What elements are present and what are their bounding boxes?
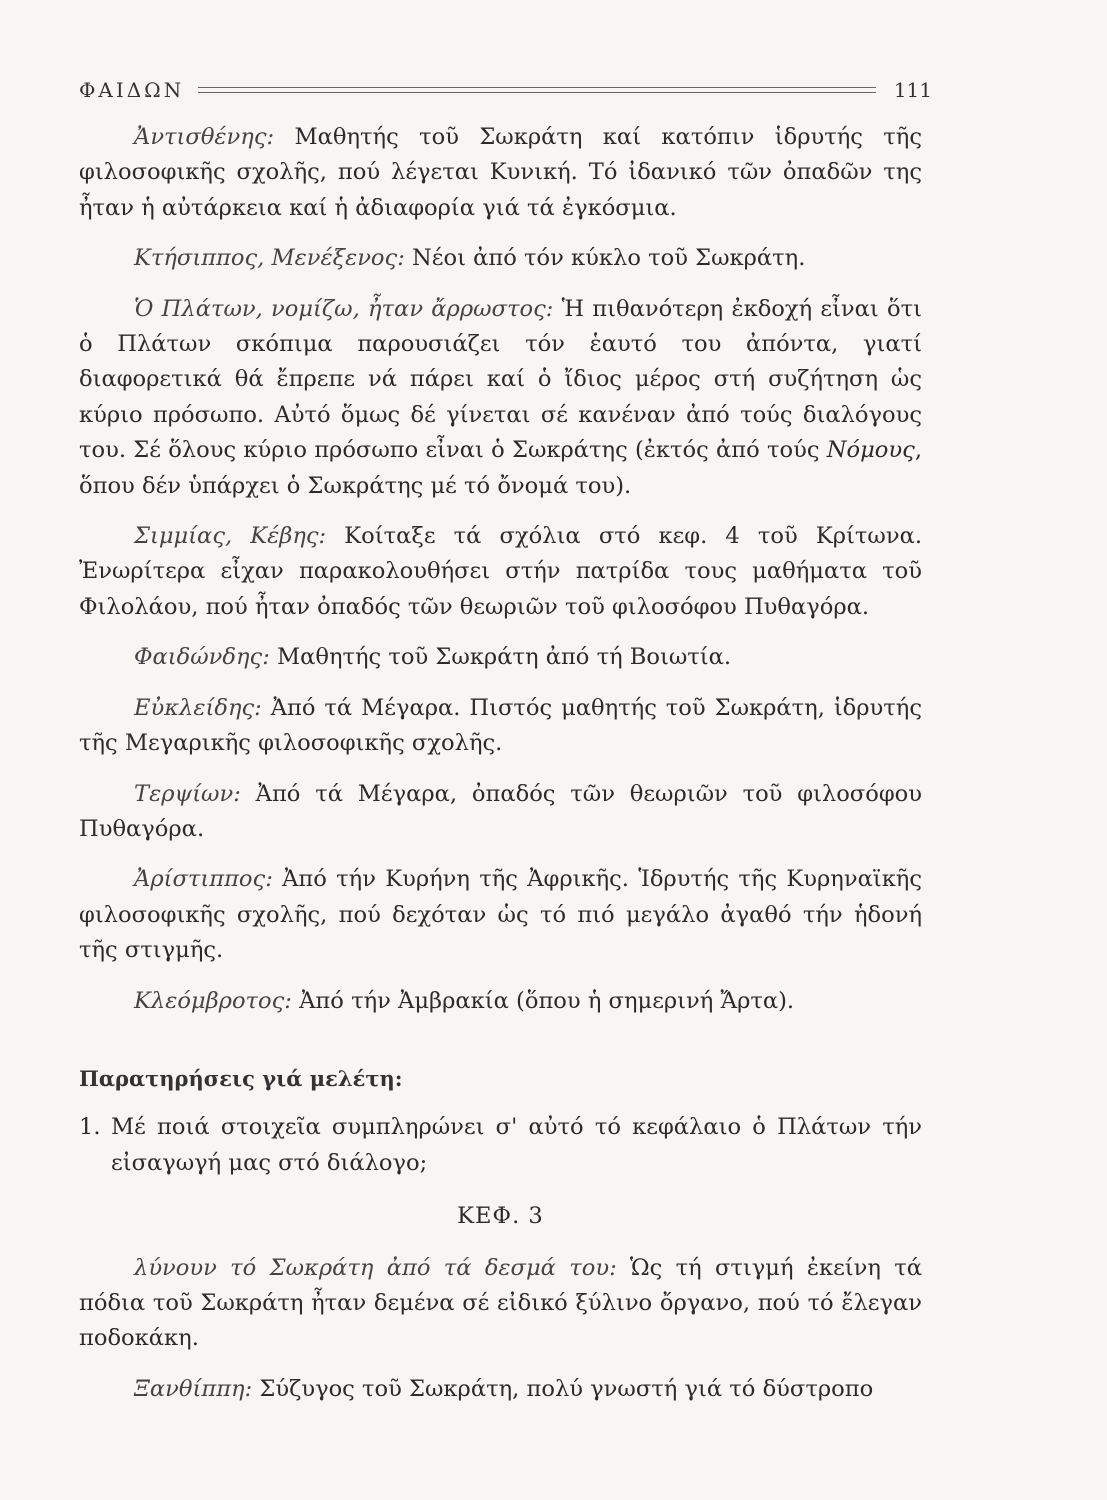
entry-text: Σύζυγος τοῦ Σωκράτη, πολύ γνωστή γιά τό δύστροπο <box>252 1375 874 1402</box>
page-body <box>79 120 922 1422</box>
glossary-entry-aristippos <box>79 862 922 968</box>
glossary-entry-eukleides <box>79 691 922 762</box>
chapter-heading: ΚΕΦ. 3 <box>457 1203 544 1230</box>
entry-reference: Νόμους <box>826 437 915 464</box>
entry-text: Μαθητής τοῦ Σωκράτη καί κατόπιν ἱδρυτής τῆς φιλοσοφικῆς σχολῆς, πού λέγεται Κυνική. Τό ἰδανικό τῶν ὀπαδῶν της ἦταν ἡ αὐτάρκεια καί ἡ ἀδιαφορία γιά τά ἐγκόσμια. <box>79 124 922 221</box>
page-number: 111 <box>893 78 932 102</box>
entry-text: Ὡς τή στιγμή ἐκείνη τά πόδια τοῦ Σωκράτη ἦταν δεμένα σέ εἰδικό ξύλινο ὄργανο, πού τό ἔλεγαν ποδοκάκη. <box>79 1254 922 1352</box>
entry-term: Ὁ Πλάτων, νομίζω, ἦταν ἄρρωστος: <box>134 295 554 322</box>
entry-text: Νέοι ἀπό τόν κύκλο τοῦ Σωκράτη. <box>404 245 806 272</box>
entry-term: Σιμμίας, Κέβης: <box>134 523 327 550</box>
entry-term: Ἀρίστιππος: <box>134 866 273 893</box>
glossary-entry-ktesippos <box>79 241 922 276</box>
entry-text: Ἀπό τά Μέγαρα, ὀπαδός τῶν θεωριῶν τοῦ φιλοσόφου Πυθαγόρα. <box>79 780 922 842</box>
glossary-entry-platon <box>79 292 922 504</box>
glossary-entry-simmias <box>79 519 922 625</box>
question-text: Μέ ποιά στοιχεῖα συμπληρώνει σ' αὐτό τό κεφάλαιο ὁ Πλάτων τήν εἰσαγωγή μας στό διάλογο; <box>111 1114 922 1176</box>
entry-text: Ἀπό τήν Κυρήνη τῆς Ἀφρικῆς. Ἱδρυτής τῆς Κυρηναϊκῆς φιλοσοφικῆς σχολῆς, πού δεχόταν ὡς τό πιό μεγάλο ἀγαθό τήν ἡδονή τῆς στιγμῆς. <box>79 866 922 964</box>
entry-term: Ἀντισθένης: <box>134 124 275 150</box>
entry-term: Τερψίων: <box>134 780 241 807</box>
question-number: 1. <box>79 1114 101 1141</box>
entry-term: Κλεόμβροτος: <box>134 987 292 1014</box>
glossary-entry-lynoun <box>79 1251 922 1357</box>
study-notes-heading: Παρατηρήσεις γιά μελέτη: <box>79 1065 403 1091</box>
running-title: ΦΑΙΔΩΝ <box>79 78 185 102</box>
entry-term: Εὐκλείδης: <box>134 694 262 721</box>
entry-text-after: , ὅπου δέν ὑπάρχει ὁ Σωκράτης μέ τό ὄνομά του). <box>79 437 922 499</box>
entry-text: Μαθητής τοῦ Σωκράτη ἀπό τή Βοιωτία. <box>269 644 732 671</box>
entry-text: Ἀπό τά Μέγαρα. Πιστός μαθητής τοῦ Σωκράτη, ἱδρυτής τῆς Μεγαρικῆς φιλοσοφικῆς σχολῆς. <box>79 694 922 757</box>
study-question <box>79 1110 922 1181</box>
header-rule <box>198 87 876 93</box>
glossary-entry-kleombrotos <box>79 984 922 1019</box>
entry-term: λύνουν τό Σωκράτη ἀπό τά δεσμά του: <box>134 1254 617 1281</box>
running-header <box>79 72 932 108</box>
entry-term: Φαιδώνδης: <box>134 644 270 671</box>
entry-text: Ἡ πιθανότερη ἐκδοχή εἶναι ὅτι ὁ Πλάτων σκόπιμα παρουσιάζει τόν ἑαυτό του ἀπόντα, γιατί διαφορετικά θά ἔπρεπε νά πάρει καί ὁ ἴδιος μέρος στή συζήτηση ὡς κύριο πρόσωπο. Αὐτό ὅμως δέ γίνεται σέ κανέναν ἀπό τούς διαλόγους του. Σέ ὅλους κύριο πρόσωπο εἶναι ὁ Σωκράτης (ἐκτός ἀπό τούς <box>79 295 923 464</box>
glossary-entry-phaidondes <box>79 640 922 675</box>
glossary-entry-terpsion <box>79 777 922 848</box>
glossary-entry-xanthippe <box>79 1372 922 1407</box>
entry-term: Κτήσιππος, Μενέξενος: <box>134 245 405 272</box>
entry-text: Ἀπό τήν Ἀμβρακία (ὅπου ἡ σημερινή Ἄρτα). <box>291 987 795 1014</box>
glossary-entry-antisthenes <box>79 120 922 226</box>
entry-term: Ξανθίππη: <box>134 1375 253 1402</box>
entry-text: Κοίταξε τά σχόλια στό κεφ. 4 τοῦ Κρίτωνα. Ἐνωρίτερα εἶχαν παρακολουθήσει στήν πατρίδα τους μαθήματα τοῦ Φιλολάου, πού ἦταν ὀπαδός τῶν θεωριῶν τοῦ φιλοσόφου Πυθαγόρα. <box>79 523 923 620</box>
